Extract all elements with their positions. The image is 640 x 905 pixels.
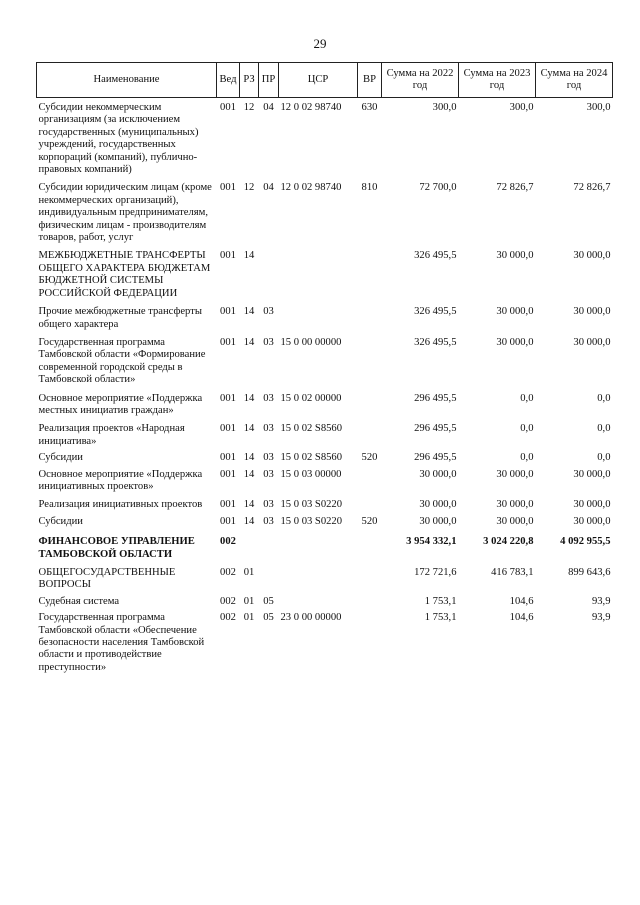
cell-ved: 001 [220,499,236,511]
header-sum-2024: Сумма на 2024 год [536,63,613,98]
cell-ved: 002 [220,567,236,578]
cell-vr [358,250,382,300]
cell-rz: 14 [243,423,255,435]
table-row [37,182,613,244]
header-csr: ЦСР [279,63,358,98]
cell-csr: 12 0 02 98740 [280,102,342,113]
cell-vr [358,337,382,387]
cell-ved: 001 [220,306,236,318]
cell-ved: 001 [220,515,236,527]
cell-name: МЕЖБЮДЖЕТНЫЕ ТРАНСФЕРТЫ ОБЩЕГО ХАРАКТЕРА БЮДЖЕТАМ БЮДЖЕТНОЙ СИСТЕМЫ РОССИЙСКОЙ ФЕДЕРАЦИИ [38,250,211,299]
table-header-row [37,63,613,98]
cell-rz: 01 [243,612,255,624]
cell-sum-2024: 4 092 955,5 [560,536,611,548]
cell-vr [358,469,382,494]
header-name: Наименование [37,63,217,98]
cell-sum-2024: 93,9 [591,595,611,607]
table-row [37,393,613,418]
cell-csr: 15 0 02 S8560 [280,423,343,435]
cell-rz: 01 [243,595,255,607]
table-row [37,337,613,387]
cell-vr [358,567,382,592]
header-vr: ВР [358,63,382,98]
cell-csr [279,567,358,592]
budget-table [36,62,613,674]
cell-pr: 03 [263,306,274,318]
table-row [37,612,613,674]
cell-rz [240,536,259,561]
cell-name: Субсидии некоммерческим организациям (за исключением государственных (муниципальных) учреждений, государственных корпораций (компаний), публично-правовых компаний) [38,102,199,176]
table-row [37,567,613,592]
cell-sum-2024: 30 000,0 [573,336,611,348]
cell-pr: 03 [263,452,274,464]
header-ved: Вед [217,63,240,98]
cell-vr [358,423,382,448]
table-body [37,98,613,675]
cell-ved: 001 [220,452,236,464]
cell-sum-2023: 104,6 [509,595,534,607]
table-row [37,469,613,494]
cell-pr [259,567,279,592]
cell-sum-2024: 30 000,0 [573,250,611,262]
cell-name: Субсидии [38,515,83,527]
cell-name: Реализация проектов «Народная инициатива» [38,423,185,447]
cell-vr: 630 [361,102,378,113]
cell-rz: 14 [243,336,255,348]
cell-vr: 520 [361,515,378,527]
table-row [37,250,613,300]
cell-rz: 14 [243,306,255,318]
table-row [37,596,613,608]
cell-csr: 15 0 03 00000 [280,468,342,480]
cell-vr [358,596,382,608]
cell-sum-2024: 30 000,0 [573,306,611,318]
cell-ved: 002 [220,612,236,624]
cell-sum-2024: 72 826,7 [573,182,611,194]
cell-ved: 001 [220,250,236,262]
cell-csr: 23 0 00 00000 [280,612,342,624]
table-row [37,102,613,176]
cell-sum-2024: 0,0 [597,452,611,464]
cell-sum-2022: 30 000,0 [419,515,457,527]
cell-name: Судебная система [38,595,120,607]
cell-sum-2024: 300,0 [586,102,611,113]
cell-sum-2024: 30 000,0 [573,515,611,527]
cell-ved: 001 [220,102,236,113]
cell-sum-2023: 416 783,1 [491,567,534,578]
cell-ved: 002 [220,536,236,548]
header-rz: РЗ [240,63,259,98]
cell-sum-2022: 326 495,5 [414,336,457,348]
cell-csr: 15 0 02 S8560 [280,452,343,464]
cell-csr: 15 0 03 S0220 [280,499,343,511]
cell-vr [358,499,382,511]
cell-sum-2023: 30 000,0 [496,499,534,511]
cell-ved: 001 [220,392,236,404]
cell-csr [279,596,358,608]
cell-csr: 12 0 02 98740 [280,182,342,194]
cell-name: ОБЩЕГОСУДАРСТВЕННЫЕ ВОПРОСЫ [38,567,176,591]
cell-rz: 14 [243,452,255,464]
cell-sum-2022: 30 000,0 [419,499,457,511]
cell-pr: 03 [263,336,274,348]
cell-name: Реализация инициативных проектов [38,499,203,511]
cell-sum-2023: 30 000,0 [496,250,534,262]
cell-sum-2022: 1 753,1 [424,595,457,607]
cell-sum-2023: 3 024 220,8 [483,536,534,548]
cell-ved: 001 [220,423,236,435]
table-row [37,499,613,511]
cell-csr: 15 0 02 00000 [280,392,342,404]
cell-vr [358,536,382,561]
cell-pr: 04 [263,182,274,194]
cell-sum-2022: 300,0 [432,102,457,113]
cell-ved: 001 [220,182,236,194]
cell-rz: 14 [243,515,255,527]
cell-name: Основное мероприятие «Поддержка местных инициатив граждан» [38,392,203,416]
cell-rz: 12 [243,102,255,113]
cell-sum-2023: 300,0 [509,102,534,113]
cell-sum-2024: 0,0 [597,392,611,404]
cell-vr: 810 [361,182,378,194]
cell-csr: 15 0 00 00000 [280,336,342,348]
cell-pr: 04 [263,102,274,113]
cell-sum-2023: 0,0 [520,452,534,464]
cell-rz: 01 [243,567,255,578]
cell-name: ФИНАНСОВОЕ УПРАВЛЕНИЕ ТАМБОВСКОЙ ОБЛАСТИ [38,536,195,560]
header-sum-2022: Сумма на 2022 год [382,63,459,98]
cell-pr [259,250,279,300]
cell-sum-2024: 30 000,0 [573,468,611,480]
cell-vr: 520 [361,452,378,464]
cell-ved: 001 [220,336,236,348]
cell-ved: 001 [220,468,236,480]
cell-sum-2023: 0,0 [520,423,534,435]
cell-sum-2022: 296 495,5 [414,392,457,404]
row-spacer-cell [37,528,613,536]
cell-name: Государственная программа Тамбовской области «Обеспечение безопасности населения Тамбовской области и противодействие преступности» [38,612,205,673]
cell-name: Субсидии юридическим лицам (кроме некоммерческих организаций), индивидуальным предпринимателям, физическим лицам - производителям товаров, работ, услуг [38,182,212,244]
table-row [37,306,613,331]
cell-csr [279,306,358,331]
cell-name: Прочие межбюджетные трансферты общего характера [38,306,202,330]
header-pr: ПР [259,63,279,98]
cell-pr [259,536,279,561]
table-row [37,423,613,448]
cell-rz: 14 [243,468,255,480]
page-number: 29 [313,36,327,51]
cell-sum-2024: 899 643,6 [568,567,611,578]
cell-pr: 03 [263,515,274,527]
cell-sum-2024: 93,9 [591,612,611,624]
cell-vr [358,612,382,674]
cell-rz: 14 [243,250,255,262]
cell-vr [358,393,382,418]
table-row [37,516,613,528]
cell-ved: 002 [220,595,236,607]
cell-sum-2024: 0,0 [597,423,611,435]
cell-pr: 05 [263,595,274,607]
cell-name: Субсидии [38,452,83,464]
header-sum-2023: Сумма на 2023 год [459,63,536,98]
cell-sum-2022: 1 753,1 [424,612,457,624]
cell-pr: 03 [263,392,274,404]
cell-sum-2023: 104,6 [509,612,534,624]
cell-name: Государственная программа Тамбовской области «Формирование современной городской среды в Тамбовской области» [38,336,206,386]
cell-sum-2022: 296 495,5 [414,452,457,464]
cell-rz: 14 [243,392,255,404]
cell-csr [279,536,358,561]
cell-csr: 15 0 03 S0220 [280,515,343,527]
cell-sum-2024: 30 000,0 [573,499,611,511]
cell-csr [279,250,358,300]
row-spacer [37,528,613,536]
table-row [37,452,613,464]
cell-sum-2022: 30 000,0 [419,468,457,480]
cell-sum-2023: 30 000,0 [496,468,534,480]
table-row [37,536,613,561]
cell-rz: 14 [243,499,255,511]
cell-name: Основное мероприятие «Поддержка инициативных проектов» [38,468,203,492]
cell-sum-2022: 326 495,5 [414,306,457,318]
cell-rz: 12 [243,182,255,194]
cell-pr: 03 [263,423,274,435]
cell-sum-2023: 30 000,0 [496,336,534,348]
cell-sum-2023: 72 826,7 [496,182,534,194]
cell-pr: 03 [263,499,274,511]
cell-sum-2023: 30 000,0 [496,306,534,318]
cell-sum-2022: 296 495,5 [414,423,457,435]
cell-sum-2022: 172 721,6 [414,567,457,578]
cell-pr: 03 [263,468,274,480]
cell-pr: 05 [263,612,274,624]
cell-sum-2023: 30 000,0 [496,515,534,527]
cell-sum-2022: 72 700,0 [419,182,457,194]
cell-sum-2022: 326 495,5 [414,250,457,262]
cell-sum-2022: 3 954 332,1 [406,536,457,548]
cell-vr [358,306,382,331]
cell-sum-2023: 0,0 [520,392,534,404]
